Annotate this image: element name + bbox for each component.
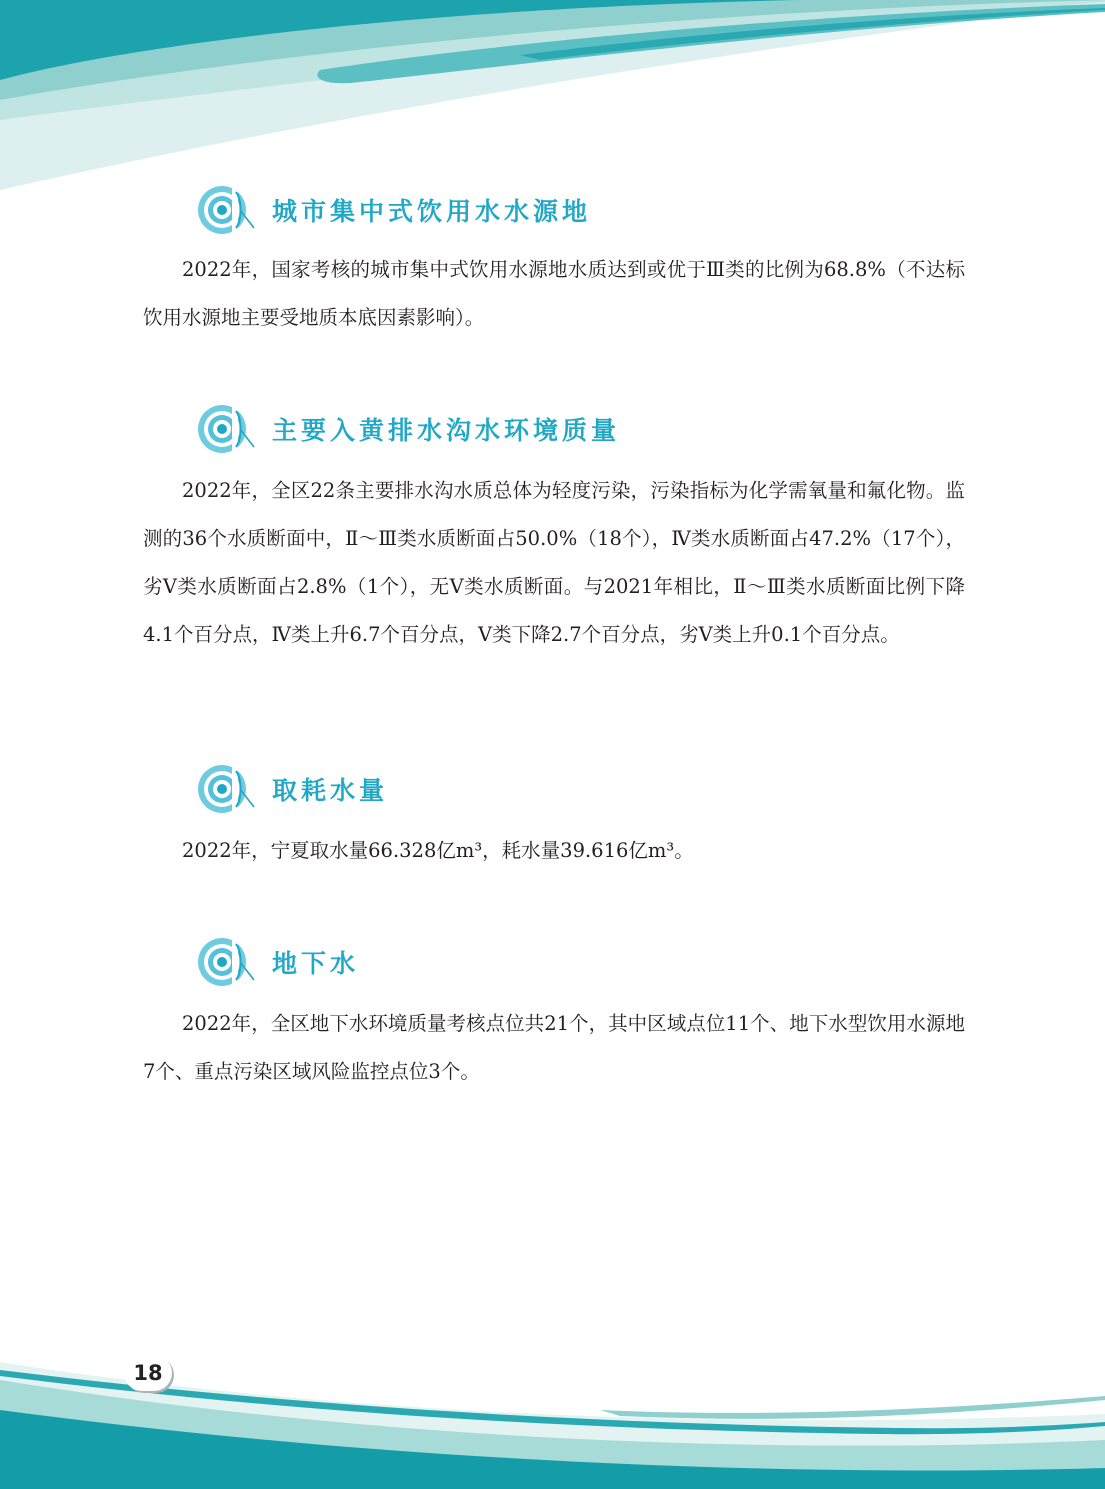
water-ripple-icon [196,763,256,815]
section-paragraph [143,1000,965,1096]
water-ripple-icon [196,936,256,988]
water-ripple-icon [196,184,256,236]
section-title: 取耗水量 [272,776,389,805]
paragraph-text: 2022年，宁夏取水量66.328亿m³，耗水量39.616亿m³。 [182,839,694,862]
section-title: 城市集中式饮用水水源地 [272,197,592,226]
paragraph-text: 2022年，国家考核的城市集中式饮用水源地水质达到或优于Ⅲ类的比例为68.8%（不达标饮用水源地主要受地质本底因素影响）。 [143,258,965,329]
section-header [196,401,620,457]
section-header [196,934,359,990]
water-ripple-icon [196,403,256,455]
top-wave-decoration [0,0,1105,200]
paragraph-text: 2022年，全区地下水环境质量考核点位共21个，其中区域点位11个、地下水型饮用水源地7个、重点污染区域风险监控点位3个。 [143,1012,965,1083]
section-title: 主要入黄排水沟水环境质量 [272,416,621,445]
section-paragraph [143,467,965,659]
section-header [196,761,388,817]
section-header [196,182,591,238]
section-paragraph [143,827,965,875]
section-paragraph [143,246,965,342]
section-title: 地下水 [272,949,360,978]
paragraph-text: 2022年，全区22条主要排水沟水质总体为轻度污染，污染指标为化学需氧量和氟化物。监测的36个水质断面中，Ⅱ～Ⅲ类水质断面占50.0%（18个），Ⅳ类水质断面占47.2%（17个），劣Ⅴ类水质断面占2.8%（1个），无Ⅴ类水质断面。与2021年相比，Ⅱ～Ⅲ类水质断面比例下降4.1个百分点，Ⅳ类上升6.7个百分点，Ⅴ类下降2.7个百分点，劣Ⅴ类上升0.1个百分点。 [143,479,965,646]
page-number: 18 [124,1355,172,1391]
